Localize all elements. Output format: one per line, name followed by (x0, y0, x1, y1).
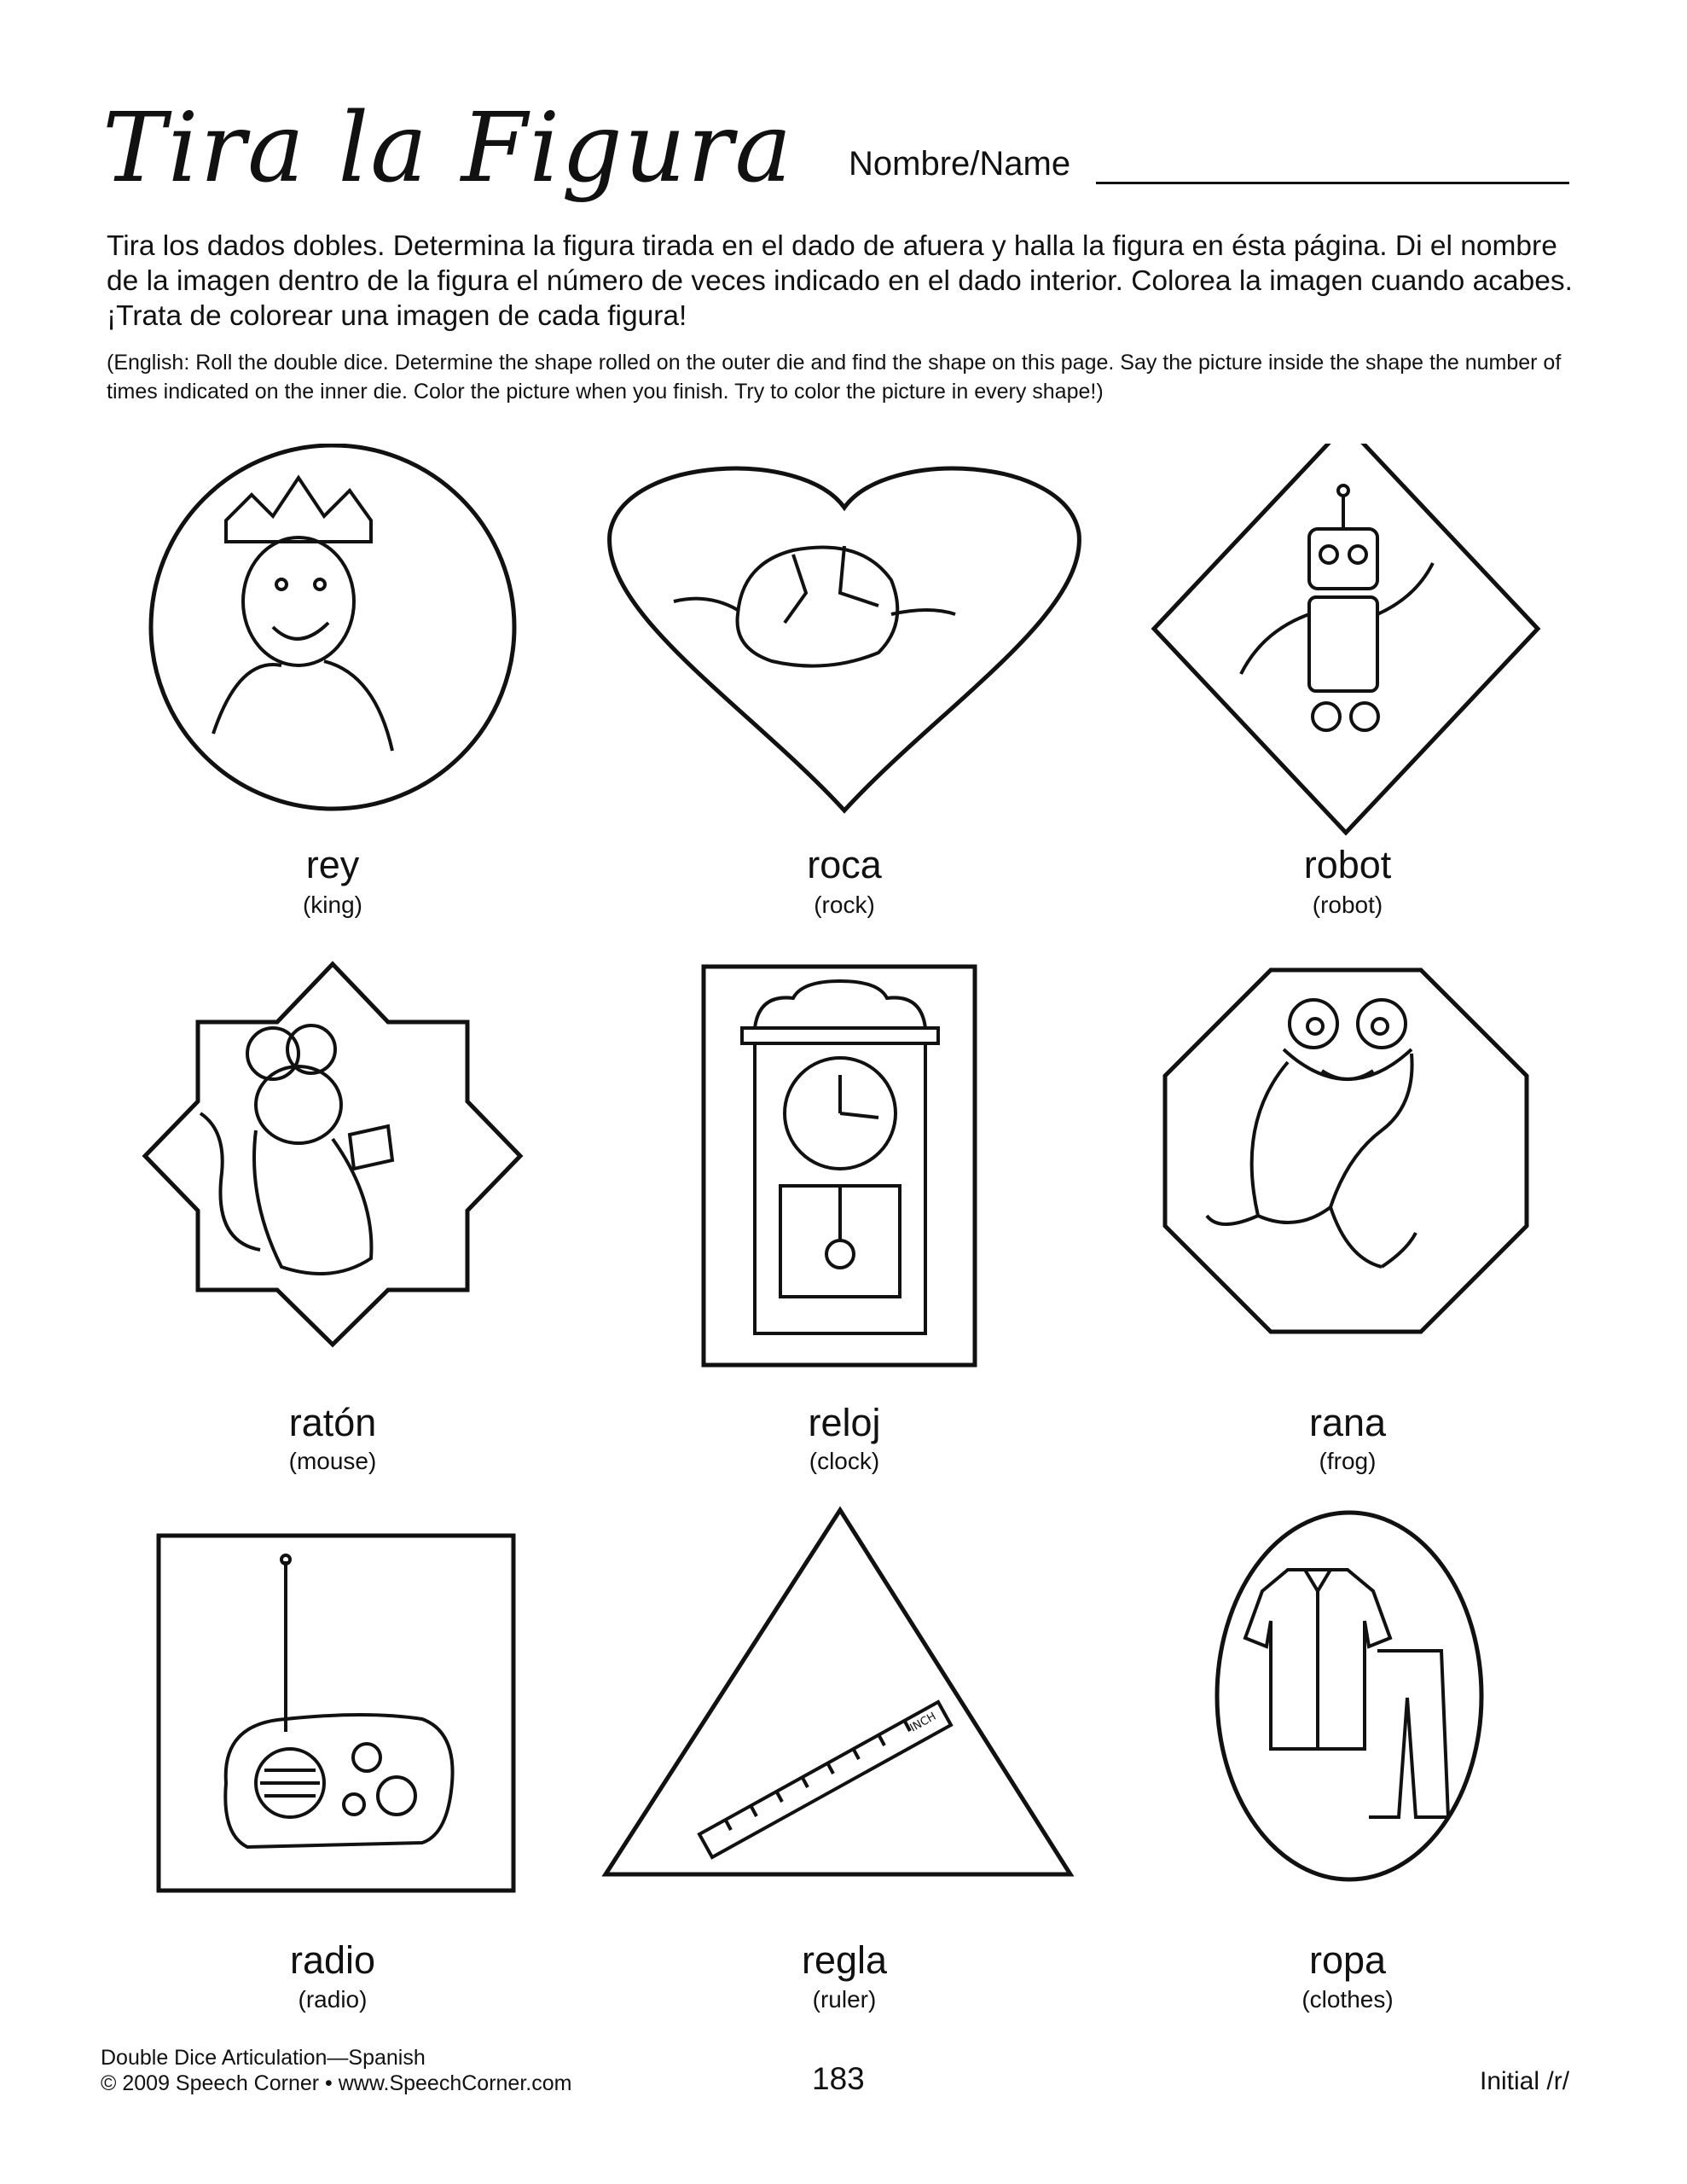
item-translation: (rock) (814, 892, 875, 918)
item-rana (1092, 960, 1603, 1474)
item-word: ratón (288, 1401, 377, 1444)
item-translation: (ruler) (812, 1986, 877, 2013)
item-ropa (1092, 1502, 1603, 2013)
rectangle-shape (588, 960, 1100, 1438)
instructions-spanish: Tira los dados dobles. Determina la figura tirada en el dado de afuera y halla la figura en ésta página. Di el nombre de la imagen dentro de la figura el número de veces indicado en el dado interior. Colorea la imagen cuando acabes. ¡Trata de colorear una imagen de cada figura! (107, 230, 1573, 332)
item-rey (77, 444, 588, 921)
page-number: 183 (812, 2061, 865, 2096)
item-word: ropa (1308, 1938, 1387, 1982)
item-translation: (frog) (1319, 1448, 1377, 1474)
item-radio (77, 1502, 588, 2013)
oval-shape (1092, 1502, 1603, 1979)
item-word: rana (1308, 1401, 1387, 1444)
item-roca (588, 444, 1100, 921)
item-reloj (588, 960, 1100, 1474)
page-title: Tira la Figura (102, 93, 794, 204)
square-shape (77, 1502, 588, 1979)
robot-icon (1241, 485, 1433, 730)
radio-icon (225, 1555, 452, 1847)
rock-icon (674, 546, 955, 666)
item-robot (1092, 444, 1603, 921)
clothes-icon (1245, 1570, 1448, 1817)
item-word: rey (305, 843, 360, 886)
item-regla (588, 1502, 1100, 2013)
footer-initial-sound: Initial /r/ (1480, 2067, 1570, 2095)
star-shape (77, 960, 588, 1438)
frog-icon (1207, 1000, 1416, 1267)
item-translation: (king) (302, 892, 362, 918)
triangle-shape (588, 1502, 1100, 1979)
footer-book-title: Double Dice Articulation—Spanish (101, 2046, 426, 2070)
item-translation: (clock) (809, 1448, 880, 1474)
item-word: reloj (808, 1401, 881, 1444)
name-label: Nombre/Name (849, 145, 1071, 183)
name-field-line[interactable] (1096, 182, 1569, 184)
item-word: radio (289, 1938, 376, 1982)
clock-icon (742, 981, 938, 1333)
item-raton (77, 960, 588, 1474)
ruler-marking: INCH (907, 1710, 939, 1735)
octagon-shape (1092, 960, 1603, 1438)
item-word: roca (807, 843, 882, 886)
instructions-english: (English: Roll the double dice. Determine the shape rolled on the outer die and find the shape on this page. Say the picture inside the shape the number of times indicated on the inner die. Color the picture when you finish. Try to color the picture in every shape!) (107, 351, 1562, 404)
king-icon (213, 478, 392, 751)
item-word: robot (1303, 843, 1392, 886)
item-translation: (robot) (1312, 892, 1383, 918)
item-word: regla (801, 1938, 888, 1982)
item-translation: (clothes) (1301, 1986, 1394, 2013)
mouse-icon (200, 1025, 392, 1274)
item-translation: (radio) (298, 1986, 368, 2013)
footer-copyright: © 2009 Speech Corner • www.SpeechCorner.com (101, 2071, 572, 2095)
item-translation: (mouse) (288, 1448, 377, 1474)
